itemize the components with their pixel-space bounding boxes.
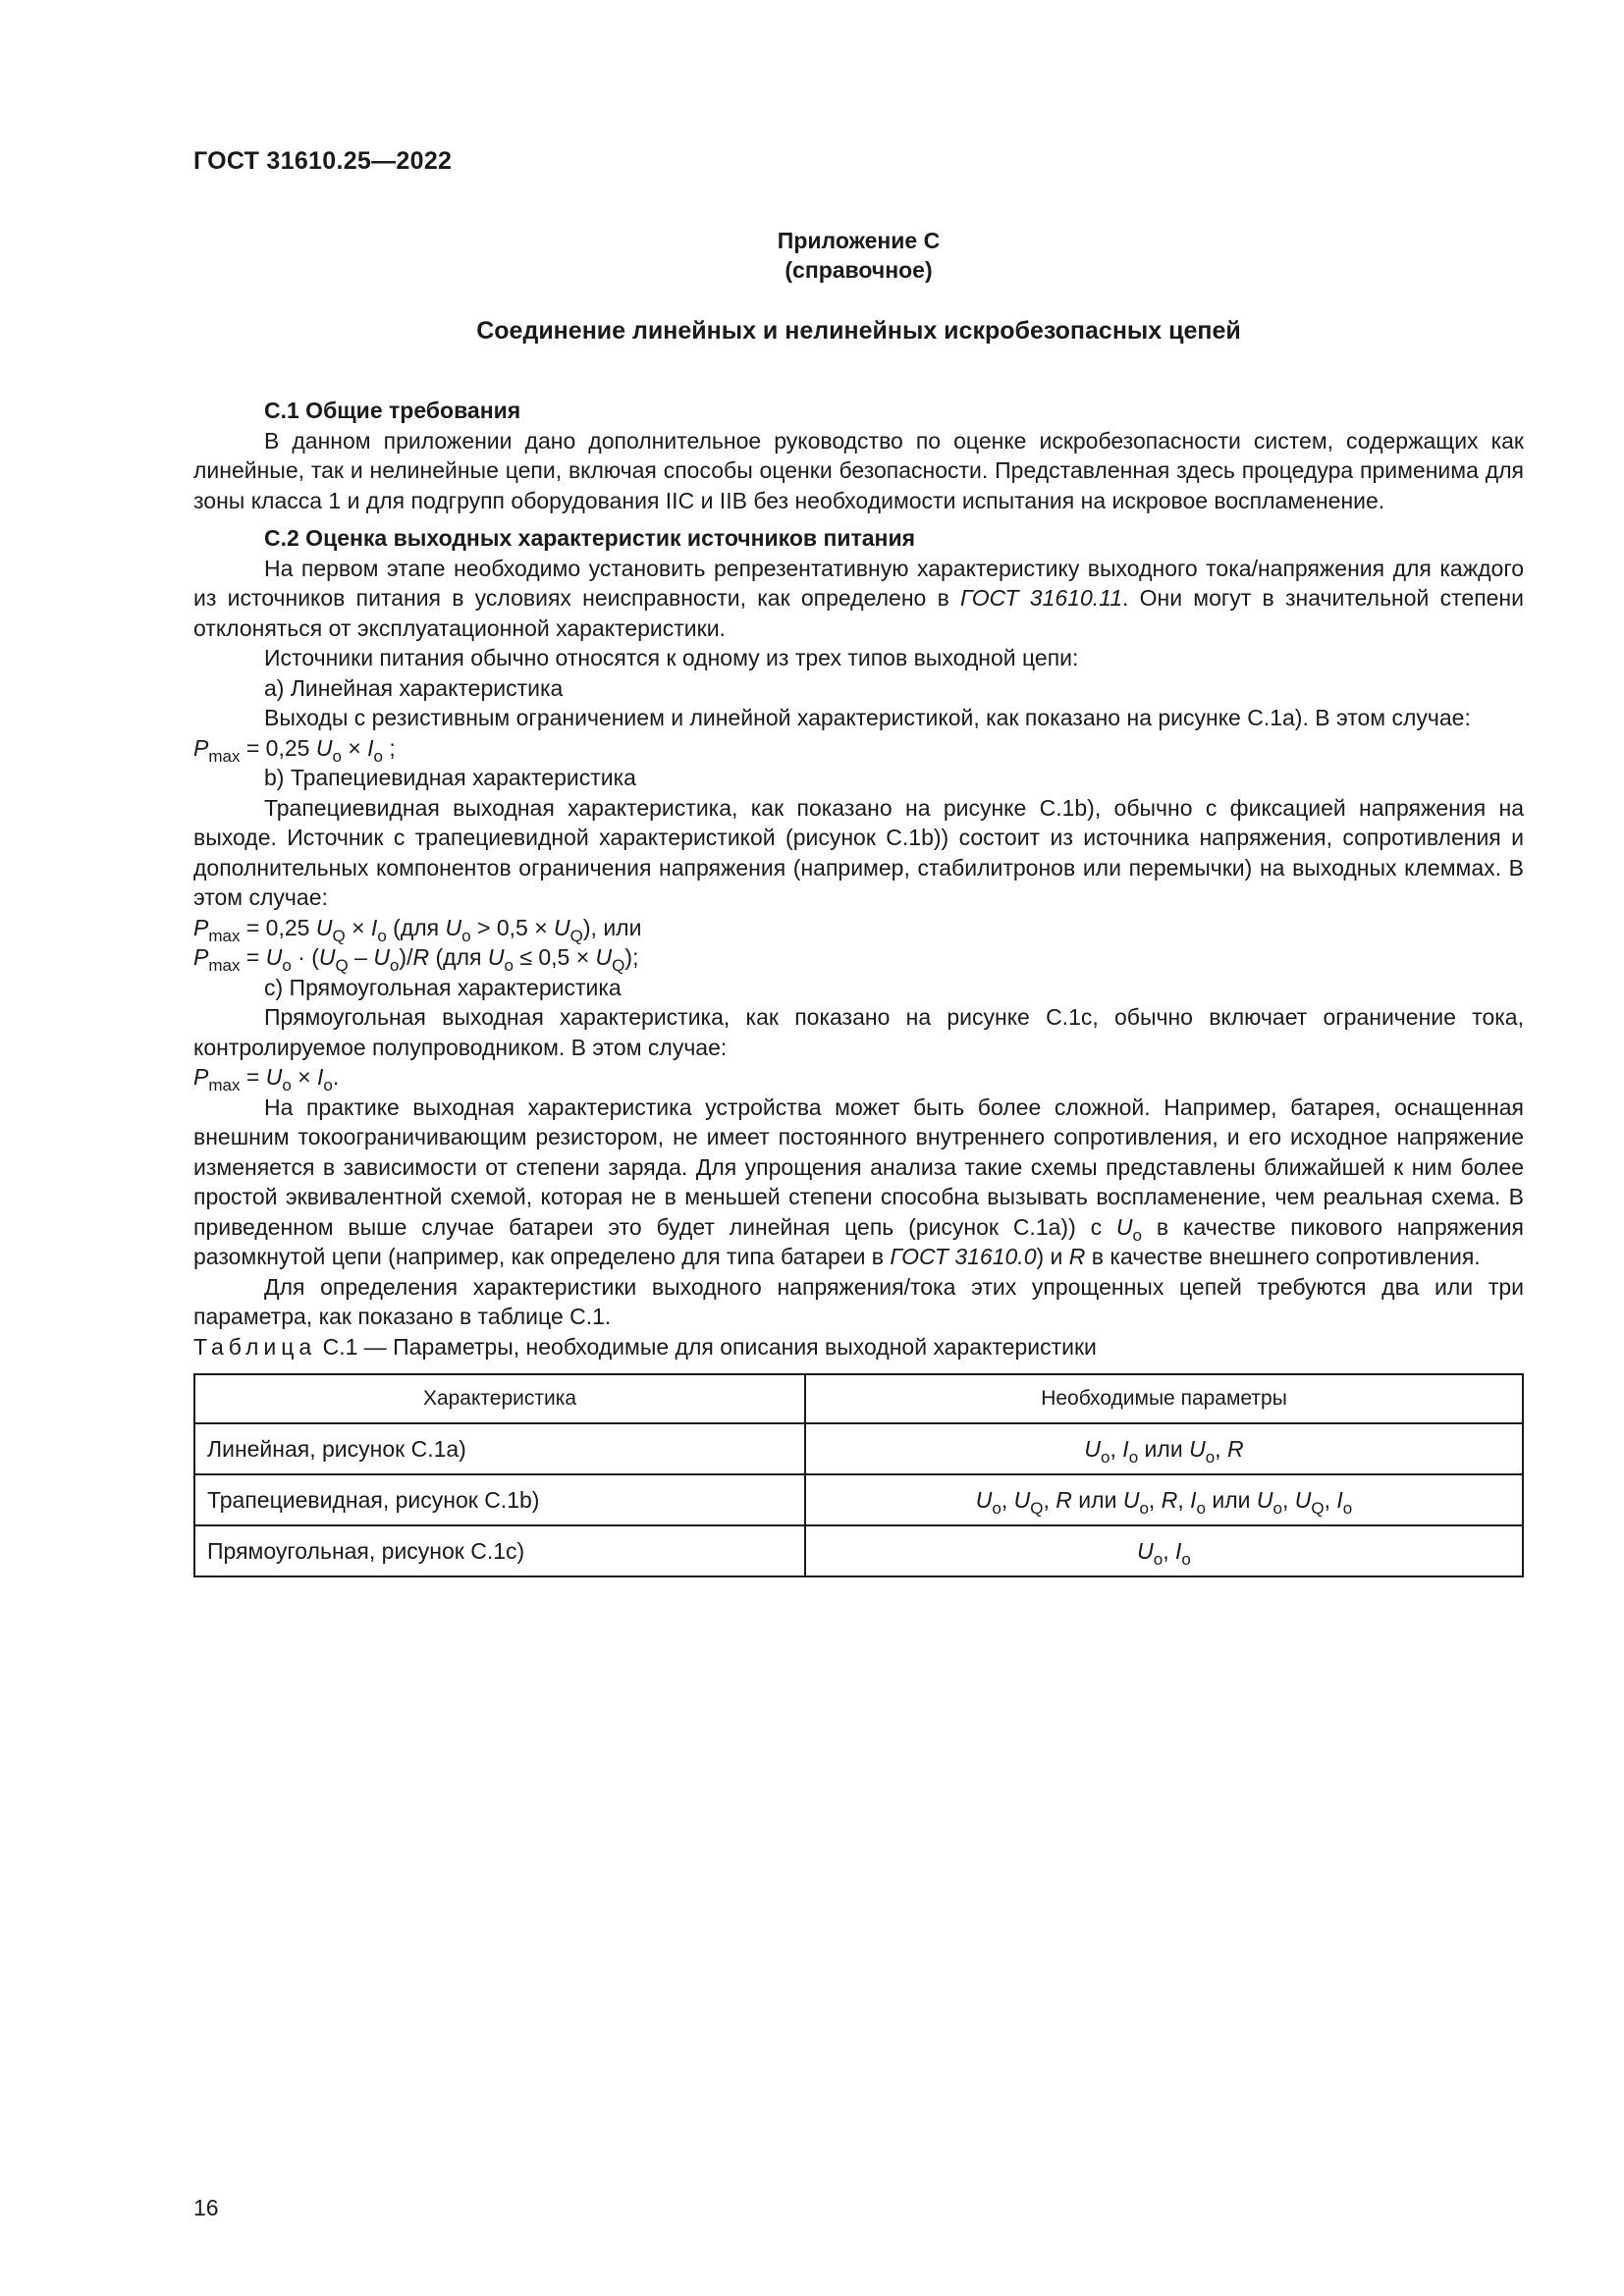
document-id: ГОСТ 31610.25—2022 bbox=[193, 147, 453, 175]
table-caption: Таблица С.1 — Параметры, необходимые для описания выходной характеристики bbox=[193, 1333, 1097, 1360]
paragraph: Для определения характеристики выходного напряжения/тока этих упрощенных цепей требуются два или три параметра, как показано в таблице С.1. bbox=[193, 1273, 1524, 1329]
annex-label bbox=[193, 226, 1524, 285]
list-item-a: a) Линейная характеристика bbox=[264, 674, 564, 701]
annex-type: (справочное) bbox=[785, 257, 933, 283]
annex-title: Приложение C bbox=[777, 228, 941, 253]
paragraph: Прямоугольная выходная характеристика, как показано на рисунке С.1с, обычно включает ограничение тока, контролируемое полупроводником. В этом случае: bbox=[193, 1004, 1524, 1060]
paragraph: На первом этапе необходимо установить репрезентативную характеристику выходного тока/напряжения для каждого из источников питания в условиях неисправности, как определено в ГОСТ 31610.11. Они могут в значительной степени отклоняться от эксплуатационной характеристики. bbox=[193, 555, 1524, 641]
formula-trapezoidal-2: $P_{max} = U_o \cdot (U_Q - U_o)/R$ (для $U_o \le 0,5 \times U_Q$); bbox=[193, 944, 639, 975]
column-header: Необходимые параметры bbox=[805, 1374, 1523, 1423]
table-cell: Линейная, рисунок С.1а) bbox=[194, 1423, 805, 1474]
paragraph: Источники питания обычно относятся к одному из трех типов выходной цепи: bbox=[264, 645, 1079, 670]
column-header: Характеристика bbox=[194, 1374, 805, 1423]
paragraph: Выходы с резистивным ограничением и линейной характеристикой, как показано на рисунке С.1а). В этом случае: bbox=[264, 705, 1471, 730]
paragraph: На практике выходная характеристика устройства может быть более сложной. Например, батарея, оснащенная внешним токоограничивающим резистором, не имеет постоянного внутреннего сопротивления, и его исходное напряжение изменяется в зависимости от степени заряда. Для упрощения анализа такие схемы представлены ближайшей к ним более простой эквивалентной схемой, которая не в меньшей степени способна вызывать воспламенение, чем реальная схема. В приведенном выше случае батареи это будет линейная цепь (рисунок С.1а)) с $U_o$ в качестве пикового напряжения разомкнутой цепи (например, как определено для типа батареи в ГОСТ 31610.0) и R в качестве внешнего сопротивления. bbox=[193, 1094, 1524, 1269]
paragraph: В данном приложении дано дополнительное руководство по оценке искробезопасности систем, содержащих как линейные, так и нелинейные цепи, включая способы оценки безопасности. Представленная здесь процедура применима для зоны класса 1 и для подгрупп оборудования IIC и IIB без необходимости испытания на искровое воспламенение. bbox=[193, 427, 1524, 513]
formula-rectangular: $P_{max} = U_o \times I_o$. bbox=[193, 1064, 340, 1095]
table-cell: $U_o$, $I_o$ или $U_o$, R bbox=[805, 1423, 1523, 1474]
table-row bbox=[194, 1423, 1523, 1474]
table-cell: $U_o$, $U_Q$, R или $U_o$, R, $I_o$ или $U_o$, $U_Q$, $I_o$ bbox=[805, 1474, 1523, 1525]
section-title-c1: C.1 Общие требования bbox=[264, 398, 521, 423]
table-cell: Прямоугольная, рисунок С.1с) bbox=[194, 1525, 805, 1576]
table-row bbox=[194, 1474, 1523, 1525]
annex-heading: Соединение линейных и нелинейных искробезопасных цепей bbox=[476, 317, 1241, 345]
formula-linear: $P_{max} = 0,25$ $U_o \times I_o$ ; bbox=[193, 734, 396, 766]
table-cell: Трапециевидная, рисунок С.1b) bbox=[194, 1474, 805, 1525]
document-body bbox=[193, 396, 1524, 1577]
table-cell: $U_o$, $I_o$ bbox=[805, 1525, 1523, 1576]
list-item-b: b) Трапециевидная характеристика bbox=[264, 765, 636, 790]
list-item-c: c) Прямоугольная характеристика bbox=[264, 974, 622, 1000]
section-title-c2: C.2 Оценка выходных характеристик источников питания bbox=[264, 525, 916, 551]
table-row bbox=[194, 1525, 1523, 1576]
page-number: 16 bbox=[193, 2195, 219, 2220]
paragraph: Трапециевидная выходная характеристика, как показано на рисунке С.1b), обычно с фиксацией напряжения на выходе. Источник с трапециевидной характеристикой (рисунок С.1b)) состоит из источника напряжения, сопротивления и дополнительных компонентов ограничения напряжения (например, стабилитронов или перемычки) на выходных клеммах. В этом случае: bbox=[193, 794, 1524, 910]
formula-trapezoidal-1: $P_{max} = 0,25$ $U_Q \times I_o$ (для $U_o > 0,5 \times U_Q$), или bbox=[193, 914, 642, 945]
parameters-table bbox=[193, 1373, 1524, 1577]
standard-reference: ГОСТ 31610.0 bbox=[890, 1244, 1037, 1269]
standard-reference: ГОСТ 31610.11 bbox=[960, 585, 1122, 611]
table-header-row bbox=[194, 1374, 1523, 1423]
